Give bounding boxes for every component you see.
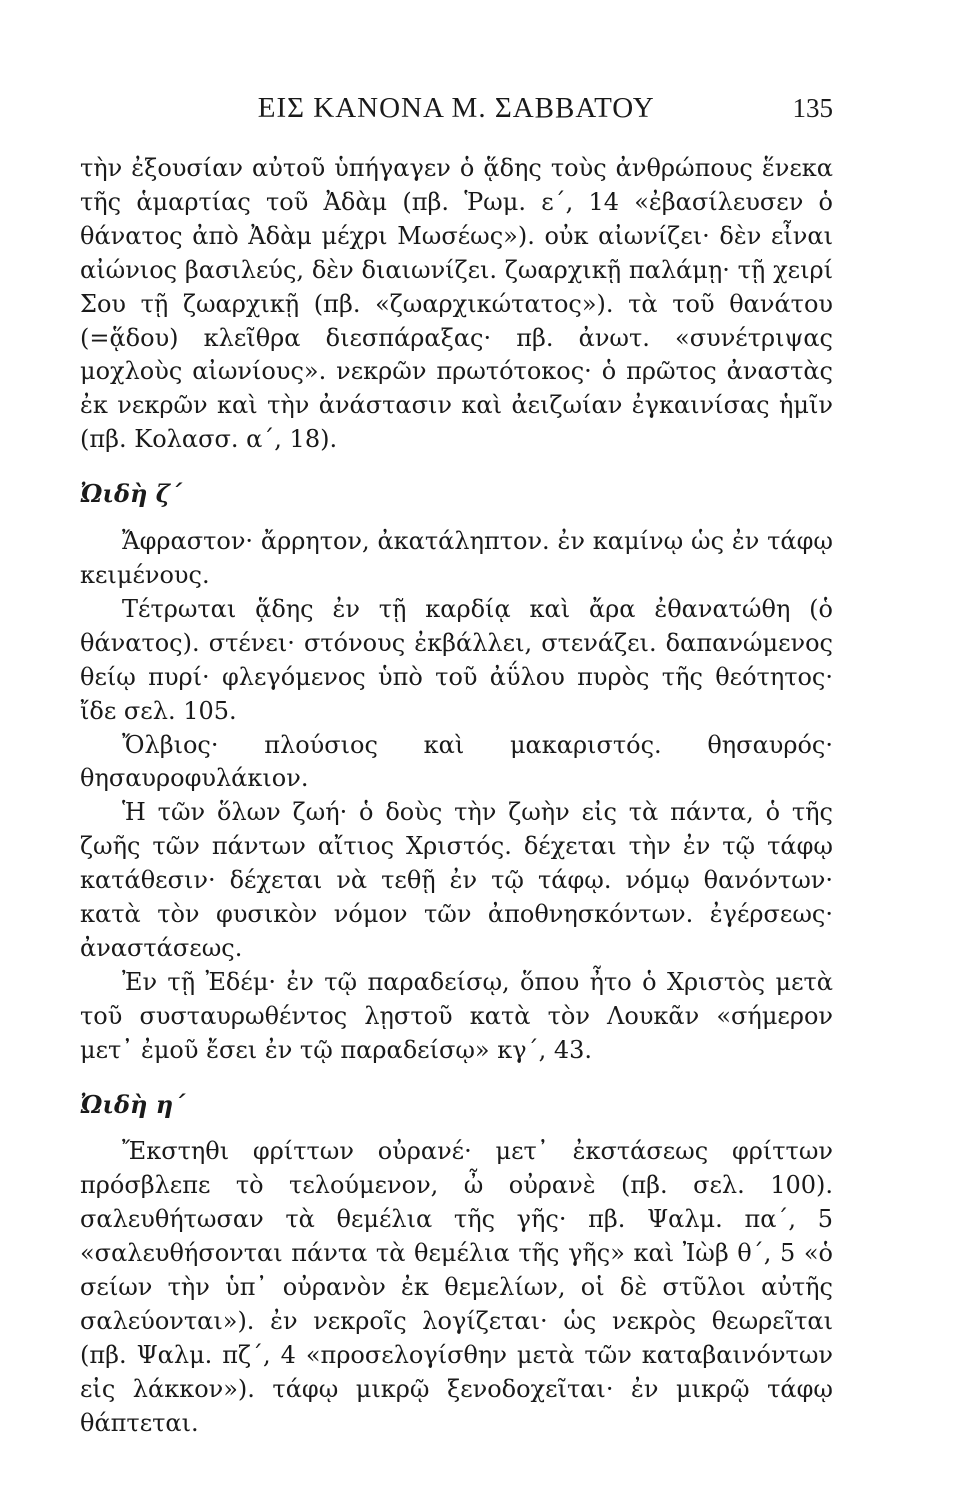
paragraph-tetrotai: Τέτρωται ᾅδης ἐν τῇ καρδίᾳ καὶ ἄρα ἐθανατώθη (ὁ θάνατος). στένει· στόνους ἐκβάλλει, στενάζει. δαπανώμενος θείῳ πυρί· φλεγόμενος ὑπὸ τοῦ ἀΰλου πυρὸς τῆς θεότητος· ἴδε σελ. 105. [80, 594, 833, 725]
page-header [80, 92, 833, 152]
paragraph-en-te-edem: Ἐν τῇ Ἐδέμ· ἐν τῷ παραδείσῳ, ὅπου ἦτο ὁ Χριστὸς μετὰ τοῦ συσταυρωθέντος λῃστοῦ κατὰ τὸν Λουκᾶν «σήμερον μετ᾽ ἐμοῦ ἔσει ἐν τῷ παραδείσῳ» κγ΄, 43. [80, 967, 833, 1064]
running-title: ΕΙΣ ΚΑΝΟΝΑ Μ. ΣΑΒΒΑΤΟΥ [257, 92, 655, 124]
paragraph-ekstethi: Ἔκστηθι φρίττων οὐρανέ· μετ᾽ ἐκστάσεως φρίττων πρόσβλεπε τὸ τελούμενον, ὦ οὐρανὲ (πβ. σελ. 100). σαλευθήτωσαν τὰ θεμέλια τῆς γῆς· πβ. Ψαλμ. πα΄, 5 «σαλευθήσονται πάντα τὰ θεμέλια τῆς γῆς» καὶ Ἰὼβ θ΄, 5 «ὁ σείων τὴν ὑπ᾽ οὐρανὸν ἐκ θεμελίων, οἱ δὲ στῦλοι αὐτῆς σαλεύονται»). ἐν νεκροῖς λογίζεται· ὡς νεκρὸς θεωρεῖται (πβ. Ψαλμ. πζ΄, 4 «προσελογίσθην μετὰ τῶν καταβαινόντων εἰς λάκκον»). τάφῳ μικρῷ ξενοδοχεῖται· ἐν μικρῷ τάφῳ θάπτεται. [80, 1137, 833, 1437]
ode-8-heading: Ὠιδὴ η΄ [80, 1089, 186, 1119]
page-number: 135 [792, 93, 833, 123]
paragraph-afraston: Ἄφραστον· ἄρρητον, ἀκατάληπτον. ἐν καμίνῳ ὡς ἐν τάφῳ κειμένους. [80, 527, 833, 589]
paragraph-continued: τὴν ἐξουσίαν αὐτοῦ ὑπήγαγεν ὁ ᾅδης τοὺς ἀνθρώπους ἕνεκα τῆς ἁμαρτίας τοῦ Ἀδὰμ (πβ. Ῥωμ. ε΄, 14 «ἐβασίλευσεν ὁ θάνατος ἀπὸ Ἀδὰμ μέχρι Μωσέως»). οὐκ αἰωνίζει· δὲν εἶναι αἰώνιος βασιλεύς, δὲν διαιωνίζει. ζωαρχικῇ παλάμῃ· τῇ χειρί Σου τῇ ζωαρχικῇ (πβ. «ζωαρχικώτατος»). τὰ τοῦ θανάτου (=ᾅδου) κλεῖθρα διεσπάραξας· πβ. ἀνωτ. «συνέτριψας μοχλοὺς αἰωνίους». νεκρῶν πρωτότοκος· ὁ πρῶτος ἀναστὰς ἐκ νεκρῶν καὶ τὴν ἀνάστασιν καὶ ἀειζωίαν ἐγκαινίσας ἡμῖν (πβ. Κολασσ. α΄, 18). [80, 154, 833, 454]
ode-7-heading: Ὠιδὴ ζ΄ [80, 479, 182, 509]
paragraph-he-ton-olon-zoe: Ἡ τῶν ὅλων ζωή· ὁ δοὺς τὴν ζωὴν εἰς τὰ πάντα, ὁ τῆς ζωῆς τῶν πάντων αἴτιος Χριστός. δέχεται τὴν ἐν τῷ τάφῳ κατάθεσιν· δέχεται νὰ τεθῇ ἐν τῷ τάφῳ. νόμῳ θανόντων· κατὰ τὸν φυσικὸν νόμον τῶν ἀποθνησκόντων. ἐγέρσεως· ἀναστάσεως. [80, 798, 833, 962]
paragraph-olvios: Ὄλβιος· πλούσιος καὶ μακαριστός. θησαυρός· θησαυροφυλάκιον. [80, 730, 833, 793]
page-text [80, 152, 833, 1441]
